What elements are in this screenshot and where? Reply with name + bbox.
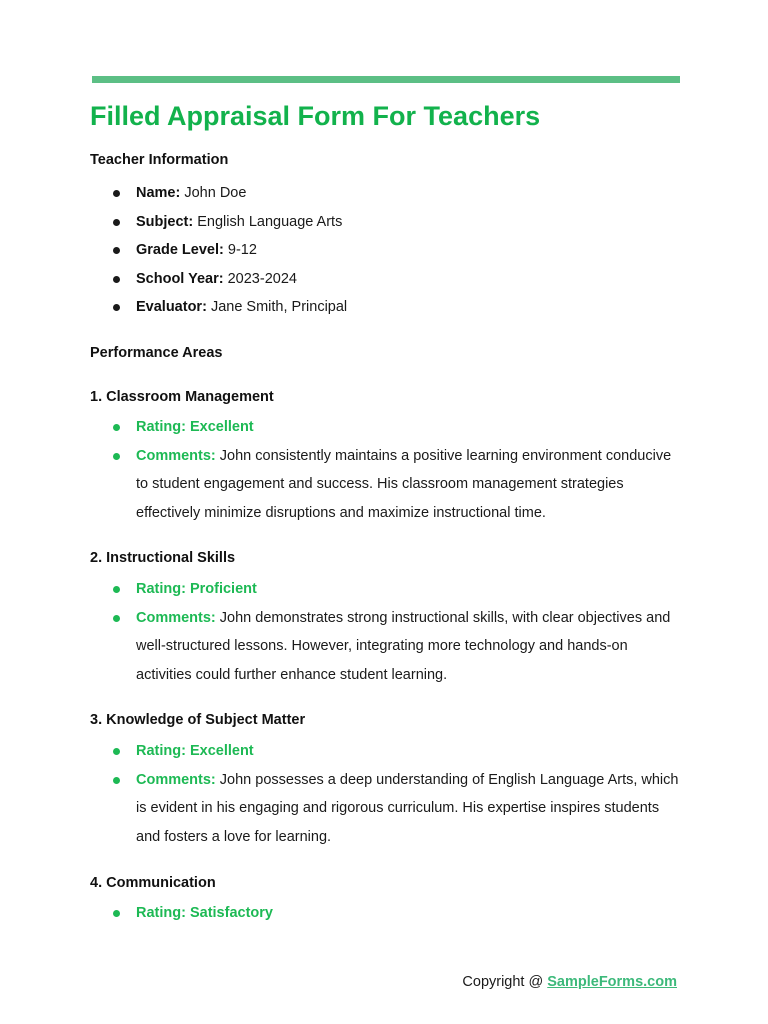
area-heading-classroom-management: 1. Classroom Management bbox=[90, 389, 274, 405]
list-item bbox=[0, 575, 768, 604]
bullet-icon bbox=[113, 615, 120, 622]
bullet-icon bbox=[113, 219, 120, 226]
teacher-information-list bbox=[0, 179, 768, 322]
area-heading-communication: 4. Communication bbox=[90, 875, 216, 891]
list-item bbox=[0, 293, 768, 322]
list-item bbox=[0, 737, 768, 766]
bullet-icon bbox=[113, 304, 120, 311]
field-value: 9-12 bbox=[227, 242, 257, 258]
rating-text: Rating: Excellent bbox=[136, 743, 254, 759]
comments-text: John demonstrates strong instructional skills, with clear objectives and well-structured lessons. However, integrating more technology and hands-on activities could further enhance student learning. bbox=[136, 609, 671, 683]
bullet-icon bbox=[113, 276, 120, 283]
bullet-icon bbox=[113, 424, 120, 431]
document-title: Filled Appraisal Form For Teachers bbox=[90, 101, 541, 131]
list-item bbox=[0, 899, 768, 928]
list-item bbox=[0, 179, 768, 208]
rating-text: Rating: Satisfactory bbox=[136, 905, 273, 921]
area-heading-knowledge-of-subject-matter: 3. Knowledge of Subject Matter bbox=[90, 712, 306, 728]
sampleforms-link[interactable]: SampleForms.com bbox=[547, 974, 677, 990]
comments-label: Comments: bbox=[136, 609, 216, 626]
field-value: 2023-2024 bbox=[227, 270, 297, 287]
list-item bbox=[0, 766, 768, 852]
list-item bbox=[0, 208, 768, 237]
list-item bbox=[0, 413, 768, 442]
bullet-icon bbox=[113, 777, 120, 784]
field-label: Evaluator: bbox=[136, 299, 207, 315]
field-value: English Language Arts bbox=[197, 213, 343, 230]
comments-text: John consistently maintains a positive learning environment conducive to student engagement and success. His classroom management strategies effectively minimize disruptions and maximize instructional time. bbox=[136, 447, 672, 521]
rating-text: Rating: Proficient bbox=[136, 581, 257, 597]
field-value: John Doe bbox=[184, 185, 247, 201]
field-label: Name: bbox=[136, 185, 181, 201]
field-label: Subject: bbox=[136, 213, 194, 230]
area-list-classroom-management bbox=[0, 413, 768, 527]
bullet-icon bbox=[113, 453, 120, 460]
area-heading-instructional-skills: 2. Instructional Skills bbox=[90, 550, 236, 566]
comments-text: John possesses a deep understanding of English Language Arts, which is evident in his engaging and rigorous curriculum. His expertise inspires students and fosters a love for learning. bbox=[136, 771, 679, 845]
list-item bbox=[0, 604, 768, 690]
bullet-icon bbox=[113, 247, 120, 254]
area-list-communication bbox=[0, 899, 768, 928]
field-label: School Year: bbox=[136, 270, 224, 287]
performance-areas-heading: Performance Areas bbox=[90, 345, 223, 361]
comments-label: Comments: bbox=[136, 447, 216, 464]
list-item bbox=[0, 442, 768, 528]
teacher-information-heading: Teacher Information bbox=[90, 152, 229, 168]
list-item bbox=[0, 236, 768, 265]
area-list-instructional-skills bbox=[0, 575, 768, 689]
bullet-icon bbox=[113, 748, 120, 755]
area-list-knowledge-of-subject-matter bbox=[0, 737, 768, 851]
comments-label: Comments: bbox=[136, 771, 216, 788]
bullet-icon bbox=[113, 910, 120, 917]
list-item bbox=[0, 265, 768, 294]
field-label: Grade Level: bbox=[136, 242, 224, 258]
copyright-text: Copyright @ bbox=[462, 974, 548, 990]
copyright-footer bbox=[462, 972, 677, 992]
rating-text: Rating: Excellent bbox=[136, 419, 254, 435]
field-value: Jane Smith, Principal bbox=[210, 299, 348, 315]
bullet-icon bbox=[113, 190, 120, 197]
bullet-icon bbox=[113, 586, 120, 593]
top-accent-bar bbox=[92, 76, 680, 83]
